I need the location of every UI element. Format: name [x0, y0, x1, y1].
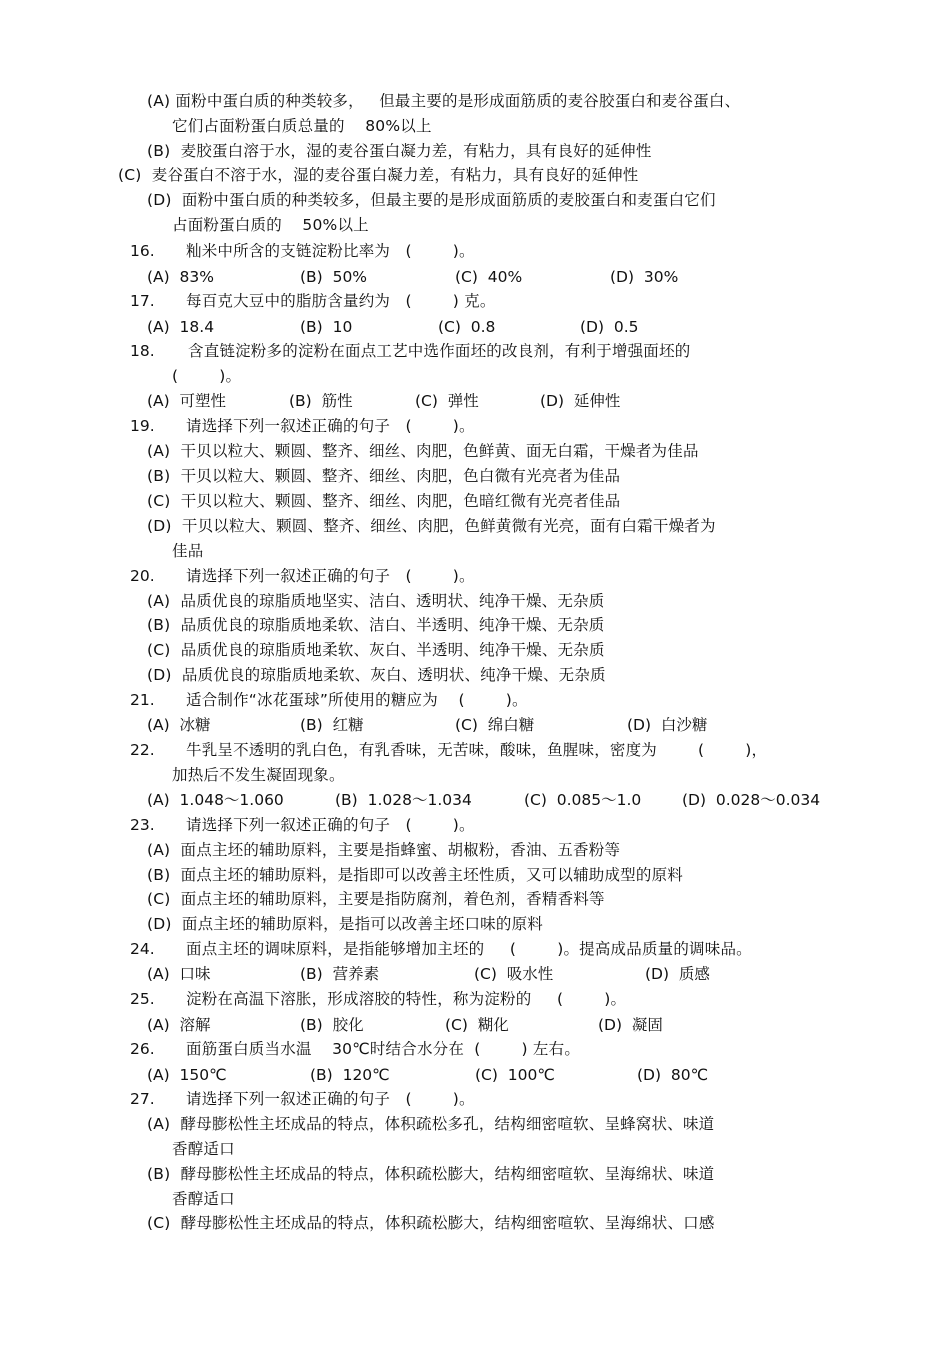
q19-option-c: (C) 干贝以粒大、颗圆、整齐、细丝、肉肥，色暗红微有光亮者佳品	[147, 492, 621, 510]
q26-stem: 面筋蛋白质当水温 30℃时结合水分在 ( ) 左右。	[186, 1040, 581, 1058]
q25-option-c: (C) 糊化	[445, 1016, 509, 1034]
q17-option-a: (A) 18.4	[147, 318, 215, 336]
q22-number: 22.	[130, 741, 155, 759]
q24-option-b: (B) 营养素	[300, 965, 380, 983]
q19-option-d-line2: 佳品	[172, 542, 204, 560]
q21-option-a: (A) 冰糖	[147, 716, 211, 734]
q26-option-a: (A) 150℃	[147, 1066, 227, 1084]
q22-option-b: (B) 1.028～1.034	[335, 791, 472, 809]
q19-number: 19.	[130, 417, 155, 435]
q27-option-a-line1: (A) 酵母膨松性主坯成品的特点，体积疏松多孔，结构细密喧软、呈蜂窝状、味道	[147, 1115, 715, 1133]
q16-option-c: (C) 40%	[455, 268, 523, 286]
q16-number: 16.	[130, 242, 155, 260]
q22-stem-line1: 牛乳呈不透明的乳白色，有乳香味，无苦味，酸味，鱼腥味，密度为 ( )，	[186, 741, 768, 759]
q19-option-a: (A) 干贝以粒大、颗圆、整齐、细丝、肉肥，色鲜黄、面无白霜，干燥者为佳品	[147, 442, 699, 460]
q18-stem-line1: 含直链淀粉多的淀粉在面点工艺中选作面坯的改良剂，有利于增强面坯的	[188, 342, 691, 360]
q24-option-a: (A) 口味	[147, 965, 211, 983]
q24-stem: 面点主坯的调味原料，是指能够增加主坯的 ( )。提高成品质量的调味品。	[186, 940, 752, 958]
q18-number: 18.	[130, 342, 155, 360]
q16-option-b: (B) 50%	[300, 268, 368, 286]
q21-option-d: (D) 白沙糖	[627, 716, 708, 734]
q15-option-a-line1: (A) 面粉中蛋白质的种类较多， 但最主要的是形成面筋质的麦谷胶蛋白和麦谷蛋白、	[147, 92, 741, 110]
q19-option-b: (B) 干贝以粒大、颗圆、整齐、细丝、肉肥，色白微有光亮者为佳品	[147, 467, 621, 485]
q22-option-d: (D) 0.028～0.034	[682, 791, 821, 809]
q22-stem-line2: 加热后不发生凝固现象。	[172, 766, 345, 784]
q17-number: 17.	[130, 292, 155, 310]
q22-option-c: (C) 0.085～1.0	[524, 791, 642, 809]
q23-number: 23.	[130, 816, 155, 834]
q17-option-d: (D) 0.5	[580, 318, 639, 336]
q17-option-b: (B) 10	[300, 318, 353, 336]
q18-option-d: (D) 延伸性	[540, 392, 621, 410]
q27-number: 27.	[130, 1090, 155, 1108]
q15-option-d-line2: 占面粉蛋白质的 50%以上	[172, 216, 369, 234]
q16-option-d: (D) 30%	[610, 268, 679, 286]
q27-stem: 请选择下列一叙述正确的句子 ( )。	[186, 1090, 475, 1108]
q21-stem: 适合制作“冰花蛋球”所使用的糖应为 ( )。	[186, 691, 528, 709]
q18-option-a: (A) 可塑性	[147, 392, 227, 410]
q17-stem: 每百克大豆中的脂肪含量约为 ( ) 克。	[186, 292, 496, 310]
q16-option-a: (A) 83%	[147, 268, 215, 286]
q27-option-b-line2: 香醇适口	[172, 1190, 235, 1208]
q18-stem-line2: ( )。	[172, 367, 242, 385]
q25-number: 25.	[130, 990, 155, 1008]
q15-option-a-line2: 它们占面粉蛋白质总量的 80%以上	[172, 117, 432, 135]
q25-option-a: (A) 溶解	[147, 1016, 211, 1034]
q23-stem: 请选择下列一叙述正确的句子 ( )。	[186, 816, 475, 834]
q19-stem: 请选择下列一叙述正确的句子 ( )。	[186, 417, 475, 435]
q20-option-a: (A) 品质优良的琼脂质地坚实、洁白、透明状、纯净干燥、无杂质	[147, 592, 605, 610]
q25-option-b: (B) 胶化	[300, 1016, 364, 1034]
q26-option-d: (D) 80℃	[637, 1066, 709, 1084]
q15-option-d-line1: (D) 面粉中蛋白质的种类较多，但最主要的是形成面筋质的麦胶蛋白和麦蛋白它们	[147, 191, 716, 209]
q20-number: 20.	[130, 567, 155, 585]
q18-option-c: (C) 弹性	[415, 392, 479, 410]
q19-option-d-line1: (D) 干贝以粒大、颗圆、整齐、细丝、肉肥，色鲜黄微有光亮，面有白霜干燥者为	[147, 517, 716, 535]
q25-stem: 淀粉在高温下溶胀，形成溶胶的特性，称为淀粉的 ( )。	[186, 990, 627, 1008]
q24-number: 24.	[130, 940, 155, 958]
q23-option-a: (A) 面点主坯的辅助原料，主要是指蜂蜜、胡椒粉，香油、五香粉等	[147, 841, 621, 859]
q26-option-c: (C) 100℃	[475, 1066, 555, 1084]
q24-option-c: (C) 吸水性	[474, 965, 554, 983]
q20-option-b: (B) 品质优良的琼脂质地柔软、洁白、半透明、纯净干燥、无杂质	[147, 616, 605, 634]
q21-option-c: (C) 绵白糖	[455, 716, 535, 734]
q15-option-c: (C) 麦谷蛋白不溶于水，湿的麦谷蛋白凝力差，有粘力，具有良好的延伸性	[118, 166, 639, 184]
q23-option-c: (C) 面点主坯的辅助原料，主要是指防腐剂，着色剂，香精香料等	[147, 890, 605, 908]
q27-option-c-line1: (C) 酵母膨松性主坯成品的特点，体积疏松膨大，结构细密喧软、呈海绵状、口感	[147, 1214, 715, 1232]
q25-option-d: (D) 凝固	[598, 1016, 663, 1034]
q18-option-b: (B) 筋性	[289, 392, 353, 410]
q17-option-c: (C) 0.8	[438, 318, 496, 336]
q20-option-d: (D) 品质优良的琼脂质地柔软、灰白、透明状、纯净干燥、无杂质	[147, 666, 606, 684]
q23-option-b: (B) 面点主坯的辅助原料，是指即可以改善主坯性质，又可以辅助成型的原料	[147, 866, 683, 884]
q15-option-b: (B) 麦胶蛋白溶于水，湿的麦谷蛋白凝力差，有粘力，具有良好的延伸性	[147, 142, 652, 160]
q20-option-c: (C) 品质优良的琼脂质地柔软、灰白、半透明、纯净干燥、无杂质	[147, 641, 605, 659]
q21-number: 21.	[130, 691, 155, 709]
q20-stem: 请选择下列一叙述正确的句子 ( )。	[186, 567, 475, 585]
q21-option-b: (B) 红糖	[300, 716, 364, 734]
q27-option-b-line1: (B) 酵母膨松性主坯成品的特点，体积疏松膨大，结构细密喧软、呈海绵状、味道	[147, 1165, 715, 1183]
q27-option-a-line2: 香醇适口	[172, 1140, 235, 1158]
q24-option-d: (D) 质感	[645, 965, 710, 983]
q26-option-b: (B) 120℃	[310, 1066, 390, 1084]
q26-number: 26.	[130, 1040, 155, 1058]
q16-stem: 籼米中所含的支链淀粉比率为 ( )。	[186, 242, 475, 260]
q22-option-a: (A) 1.048～1.060	[147, 791, 284, 809]
q23-option-d: (D) 面点主坯的辅助原料，是指可以改善主坯口味的原料	[147, 915, 543, 933]
